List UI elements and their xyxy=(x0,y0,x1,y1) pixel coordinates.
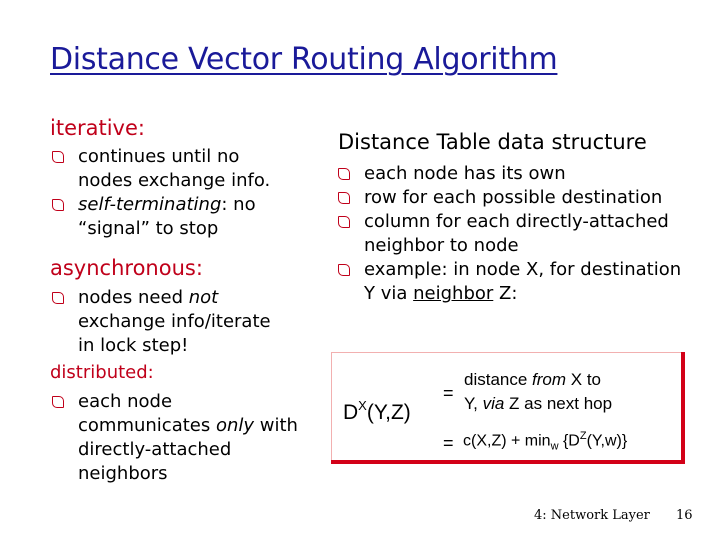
formula-text: {D xyxy=(558,432,580,450)
formula-text: Y, xyxy=(464,394,483,413)
bullet-icon xyxy=(52,199,64,211)
bullet-icon xyxy=(338,264,350,276)
slide-title: Distance Vector Routing Algorithm xyxy=(50,42,558,77)
bullet-emphasis: not xyxy=(188,287,219,308)
equals-sign-2: = xyxy=(443,433,454,453)
list-item xyxy=(338,162,683,186)
formula-emphasis: via xyxy=(482,394,505,413)
bullet-text: Z: xyxy=(493,283,518,304)
bullet-emphasis: self-terminating xyxy=(78,194,222,215)
distance-table-heading: Distance Table data structure xyxy=(338,130,647,154)
distributed-heading: distributed: xyxy=(50,362,154,383)
footer-label: 4: Network Layer xyxy=(534,508,650,523)
bullet-text: nodes need xyxy=(78,287,189,308)
bullet-text: each node has its own xyxy=(364,163,566,184)
formula-emphasis: from xyxy=(532,370,567,389)
list-item xyxy=(338,258,683,306)
bullet-icon xyxy=(52,151,64,163)
list-item xyxy=(52,286,292,358)
list-item xyxy=(52,145,292,193)
bullet-text: with directly-attached neighbors xyxy=(78,415,298,484)
iterative-heading: iterative: xyxy=(50,116,145,140)
formula-text: X to xyxy=(566,370,602,389)
async-list xyxy=(52,286,292,358)
bullet-icon xyxy=(52,396,64,408)
page-number: 16 xyxy=(676,508,693,523)
list-item xyxy=(52,390,302,486)
formula-text: Z as next hop xyxy=(504,394,613,413)
bullet-text: each node communicates xyxy=(78,391,216,436)
distance-table-list xyxy=(338,162,683,306)
formula-sub: w xyxy=(550,440,559,453)
distance-notation xyxy=(343,398,411,425)
bullet-text: example: in node X, for destination Y via xyxy=(364,259,682,304)
list-item xyxy=(52,193,292,241)
bullet-icon xyxy=(52,292,64,304)
formula-text: c(X,Z) + min xyxy=(463,432,551,450)
formula-line-3 xyxy=(463,430,627,453)
bullet-emphasis: only xyxy=(215,415,255,436)
formula-text: (Y,w)} xyxy=(586,432,628,450)
bullet-text: exchange info/iterate in lock step! xyxy=(78,311,271,356)
bullet-icon xyxy=(338,192,350,204)
formula-sup: Z xyxy=(579,430,587,442)
bullet-text: row for each possible destination xyxy=(364,187,663,208)
formula-sup: X xyxy=(358,398,367,413)
bullet-text: column for each directly-attached neighbor to node xyxy=(364,211,669,256)
bullet-text: continues until no nodes exchange info. xyxy=(78,146,271,191)
asynchronous-heading: asynchronous: xyxy=(50,256,203,280)
formula-args: (Y,Z) xyxy=(366,401,411,424)
distributed-list xyxy=(52,390,302,486)
neighbor-link[interactable]: neighbor xyxy=(413,283,494,304)
list-item xyxy=(338,186,683,210)
bullet-icon xyxy=(338,216,350,228)
iterative-list xyxy=(52,145,292,241)
formula-line-2 xyxy=(464,394,612,414)
formula-text: distance xyxy=(464,370,533,389)
bullet-icon xyxy=(338,168,350,180)
formula-line-1 xyxy=(464,370,601,390)
formula-d: D xyxy=(343,401,359,424)
equals-sign-1: = xyxy=(443,383,454,403)
bullet-text: : no “signal” to stop xyxy=(78,194,256,239)
list-item xyxy=(338,210,683,258)
